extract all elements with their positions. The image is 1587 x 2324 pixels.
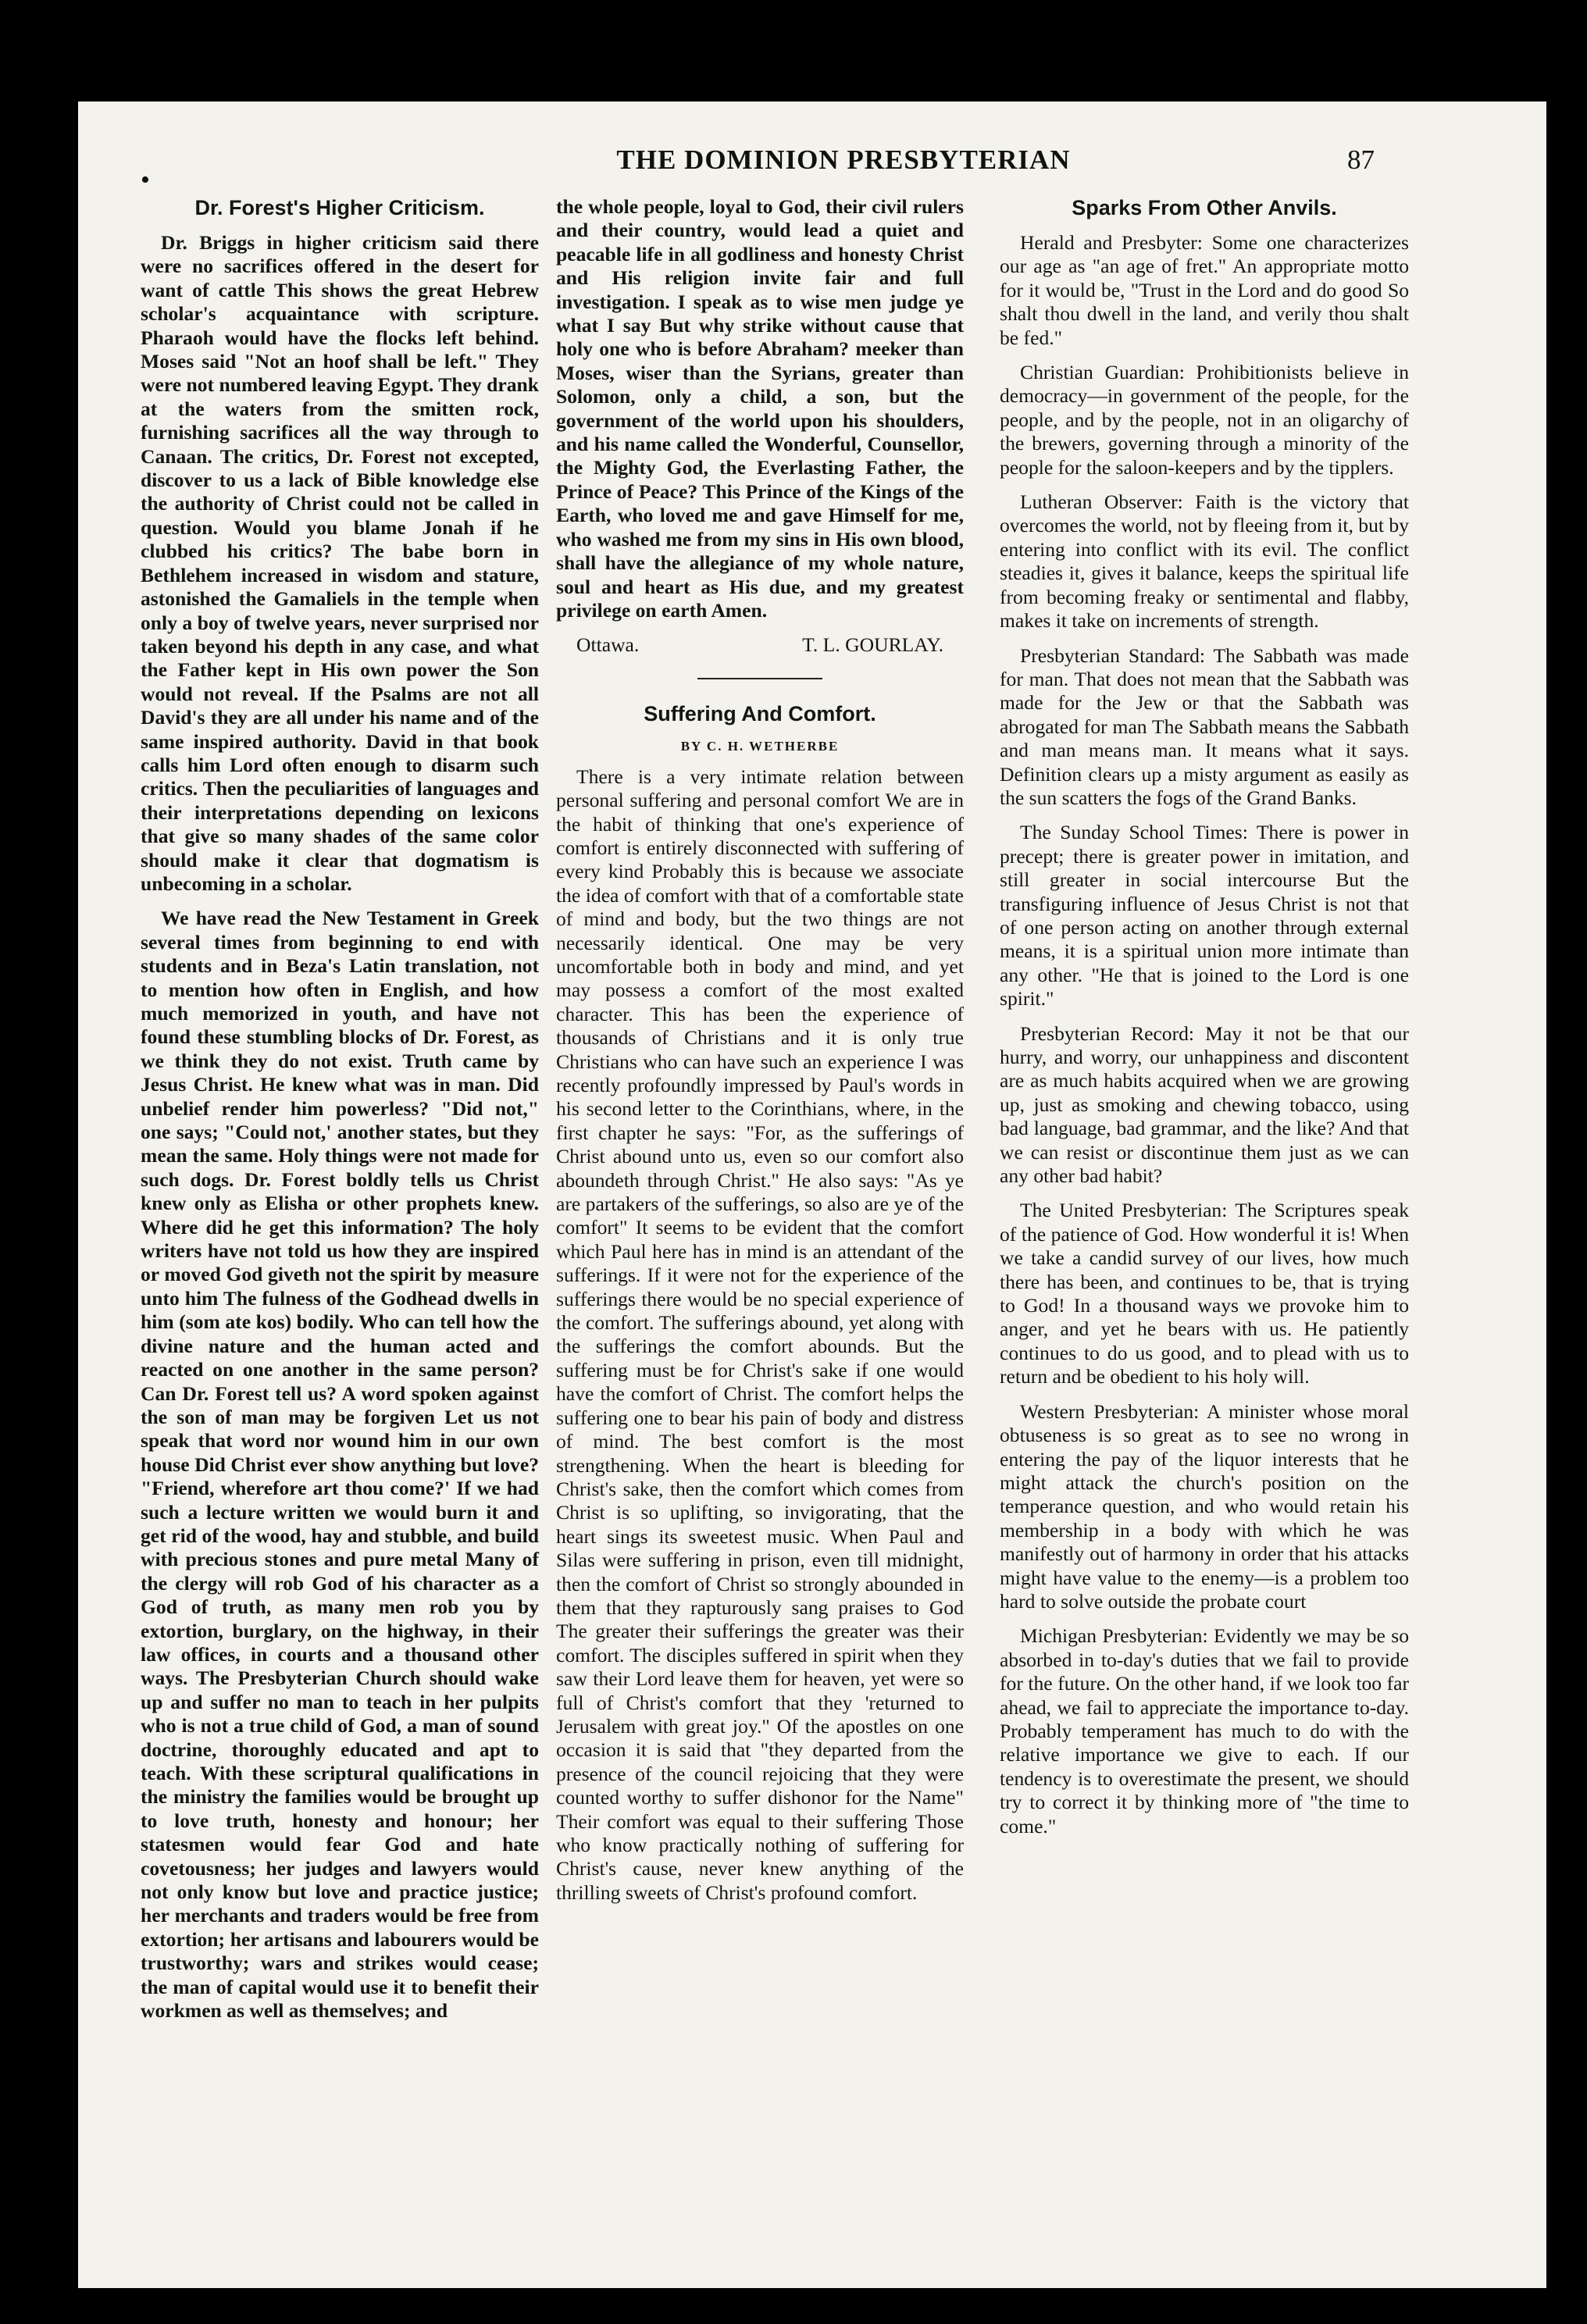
quote-text: Evidently we may be so absorbed in to-day's duties that we fail to provide for the future. On the other hand, if we look too far ahead, we fail to appreciate the importance to-day. Probably temperament has much to do with the relative importance we give to each. If our tendency is to overestimate the present, we should try to correct it by thinking more of "the time to come."	[1000, 1624, 1409, 1837]
quote-source: The United Presbyterian:	[1020, 1199, 1228, 1222]
column-2	[556, 195, 964, 1916]
section-divider	[556, 668, 964, 686]
quote-item	[1000, 1199, 1409, 1388]
quote-source: Herald and Presbyter:	[1020, 231, 1203, 254]
bullet-mark: •	[141, 166, 150, 194]
article-title-higher-criticism: Dr. Forest's Higher Criticism.	[194, 196, 485, 219]
signature-author: T. L. GOURLAY.	[802, 633, 943, 657]
article-paragraph: There is a very intimate relation between personal suffering and personal comfort We are in the habit of thinking that one's experience of comfort is entirely disconnected with suffering of every kind Probably this is because we associate the idea of comfort with that of a comfortable state of mind and body, but the two things are not necessarily identical. One may be very uncomfortable both in body and mind, and yet may possess a comfort of the most exalted character. This has been the experience of thousands of Christians and it is only true Christians who can have such an experience I was recently profoundly impressed by Paul's words in his second letter to the Corinthians, where, in the first chapter he says: "For, as the sufferings of Christ abound unto us, even so our comfort also aboundeth through Christ." He also says: "As ye are partakers of the sufferings, so also are ye of the comfort" It seems to be evident that the comfort which Paul here has in mind is an attendant of the sufferings. If it were not for the experience of the sufferings there would be no special experience of the comfort. The sufferings abound, yet along with the sufferings the comfort abounds. But the suffering must be for Christ's sake if one would have the comfort of Christ. The comfort helps the suffering one to bear his pain of body and distress of mind. The best comfort is the most strengthening. When the heart is bleeding for Christ's sake, then the comfort which comes from Christ is so uplifting, so invigorating, that the heart sings its sweetest music. When Paul and Silas were suffering in prison, even till midnight, then the comfort of Christ so strongly abounded in them that they rapturously sang praises to God The greater their sufferings the greater was their comfort. The disciples suffered in spirit when they saw their Lord leave them for heaven, yet were so full of Christ's comfort that they 'returned to Jerusalem with great joy." Of the apostles on one occasion it is said that "they departed from the presence of the council rejoicing that they were counted worthy to suffer dishonor for the Name" Their comfort was equal to their suffering Those who know practically nothing of suffering for Christ's cause, never knew anything of the thrilling sweets of Christ's profound comfort.	[556, 765, 964, 1904]
quote-text: May it not be that our hurry, and worry, our unhappiness and discontent are as much habits acquired when we are growing up, just as smoking and chewing tobacco, using bad language, bad grammar, and the like? And that we can resist or discontinue them just as we can any other bad habit?	[1000, 1021, 1409, 1188]
quote-source: Michigan Presbyterian:	[1020, 1624, 1208, 1648]
quote-source: Western Presbyterian:	[1020, 1399, 1200, 1423]
quote-source: The Sunday School Times:	[1020, 821, 1248, 844]
quote-text: The Scriptures speak of the patience of God. How wonderful it is! When we take a candid survey of our lives, how much there has been, and continues to be, that is trying to God! In a thousand ways we provoke him to anger, and yet he bears with us. He patiently continues to do us good, and to plead with us to return and be obedient to his holy will.	[1000, 1199, 1409, 1388]
article-paragraph: Dr. Briggs in higher criticism said there were no sacrifices offered in the desert for want of cattle This shows the great Hebrew scholar's acquaintance with scripture. Pharaoh would have the flocks left behind. Moses said "Not an hoof shall be left." They were not numbered leaving Egypt. They drank at the waters from the smitten rock, furnishing sacrifices all the way through to Canaan. The critics, Dr. Forest not excepted, discover to us a lack of Bible knowledge else the authority of Christ could not be called in question. Would you blame Jonah if he clubbed his critics? The babe born in Bethlehem increased in wisdom and stature, astonished the Gamaliels in the temple when only a boy of twelve years, never surprised nor taken beyond his depth in any case, and what the Father kept in His own power the Son would not reveal. If the Psalms are not all David's they are all under his name and of the same inspired authority. David in that book calls him Lord often enough to disarm such critics. Then the peculiarities of languages and their interpretations depending on lexicons that give so many shades of the same color should make it clear that dogmatism is unbecoming in a scholar.	[141, 231, 539, 895]
quote-text: Some one characterizes our age as "an age of fret." An appropriate motto for it would be, "Trust in the Lord and do good So shalt thou dwell in the land, and verily thou shalt be fed."	[1000, 231, 1409, 349]
article-title-suffering-comfort: Suffering And Comfort.	[644, 701, 876, 725]
quote-item	[1000, 1624, 1409, 1838]
running-head: THE DOMINION PRESBYTERIAN	[616, 144, 1071, 175]
quote-item	[1000, 231, 1409, 350]
signature-place: Ottawa.	[576, 633, 640, 657]
column-1	[141, 195, 539, 2034]
quote-text: A minister whose moral obtuseness is so great as to see no wrong in entering the pay of the liquor interests that he might attack the church's position on the temperance question, and who would retain his membership in a body with which he was manifestly out of harmony in order that his attacks might have value to the enemy—is a problem too hard to solve outside the probate court	[1000, 1399, 1409, 1613]
quote-item	[1000, 644, 1409, 811]
quote-text: The Sabbath was made for man. That does not mean that the Sabbath was made for the Jew or that the Sabbath was abrogated for man The Sabbath means the Sabbath and man means man. It means what it says. Definition clears up a misty argument as easily as the sun scatters the fogs of the Grand Banks.	[1000, 643, 1409, 809]
article-title-sparks: Sparks From Other Anvils.	[1072, 196, 1337, 219]
quote-text: Faith is the victory that overcomes the world, not by fleeing from it, but by entering into conflict with its evil. The conflict steadies it, gives it balance, keeps the spiritual life from becoming freaky or sentimental and flabby, makes it take on increments of strength.	[1000, 490, 1409, 633]
article-byline: BY C. H. WETHERBE	[680, 738, 840, 754]
article-paragraph: the whole people, loyal to God, their civil rulers and their country, would lead a quiet and peacable life in all godliness and honesty Christ and His religion invite fair and full investigation. I speak as to wise men judge ye what I say But why strike without cause that holy one who is before Abraham? meeker than Moses, wiser than the Syrians, greater than Solomon, only a child, a son, but the government of the world upon his shoulders, and his name called the Wonderful, Counsellor, the Mighty God, the Everlasting Father, the Prince of Peace? This Prince of the Kings of the Earth, who loved me and gave Himself for me, who washed me from my sins in His own blood, shall have the allegiance of my whole nature, soul and heart as His due, and my greatest privilege on earth Amen.	[556, 195, 964, 622]
quote-source: Christian Guardian:	[1020, 361, 1185, 384]
quote-source: Lutheran Observer:	[1020, 490, 1183, 514]
quote-item	[1000, 490, 1409, 633]
page-number: 87	[1347, 144, 1375, 175]
quote-text: Prohibitionists believe in democracy—in government of the people, for the people, and by the people, not in an oligarchy of the brewers, governing through a minority of the people for the saloon-keepers and by the tipplers.	[1000, 361, 1409, 479]
quote-source: Presbyterian Record:	[1020, 1021, 1195, 1045]
column-3	[1000, 195, 1409, 1849]
signature-row	[556, 633, 964, 657]
quote-item	[1000, 361, 1409, 479]
quote-text: There is power in precept; there is greater power in imitation, and still greater in social intercourse But the transfiguring influence of Jesus Christ is not that of one person acting on another through external means, it is a spiritual union more intimate than any other. "He that is joined to the Lord is one spirit."	[1000, 821, 1409, 1011]
quote-item	[1000, 1022, 1409, 1189]
article-paragraph: We have read the New Testament in Greek several times from beginning to end with students and in Beza's Latin translation, not to mention how often in English, and how much memorized in youth, and have not found these stumbling blocks of Dr. Forest, as we think they do not exist. Truth came by Jesus Christ. He knew what was in man. Did unbelief render him powerless? "Did not," one says; "Could not,' another states, but they mean the same. Holy things were not made for such dogs. Dr. Forest boldly tells us Christ knew only as Elisha or other prophets knew. Where did he get this information? The holy writers have not told us how they are inspired or moved God giveth not the spirit by measure unto him The fulness of the Godhead dwells in him (som ate kos) bodily. Who can tell how the divine nature and the human acted and reacted on one another in the same person? Can Dr. Forest tell us? A word spoken against the son of man may be forgiven Let us not speak that word nor wound him in our own house Did Christ ever show anything but love? "Friend, wherefore art thou come?' If we had such a lecture written we would burn it and get rid of the wood, hay and stubble, and build with precious stones and pure metal Many of the clergy will rob God of his character as a God of truth, as many men rob you by extortion, burglary, on the highway, in their law offices, in courts and a thousand other ways. The Presbyterian Church should wake up and suffer no man to teach in her pulpits who is not a true child of God, a man of sound doctrine, thoroughly educated and apt to teach. With these scriptural qualifications in the ministry the families would be brought up to love truth, honesty and honour; her statesmen would fear God and hate covetousness; her judges and lawyers would not only know but love and practice justice; her merchants and traders would be free from extortion; her artisans and labourers would be trustworthy; wars and strikes would cease; the man of capital would use it to benefit their workmen as well as themselves; and	[141, 907, 539, 2023]
quote-item	[1000, 1400, 1409, 1614]
quote-source: Presbyterian Standard:	[1020, 643, 1206, 667]
quote-item	[1000, 821, 1409, 1011]
divider-rule	[697, 678, 822, 679]
